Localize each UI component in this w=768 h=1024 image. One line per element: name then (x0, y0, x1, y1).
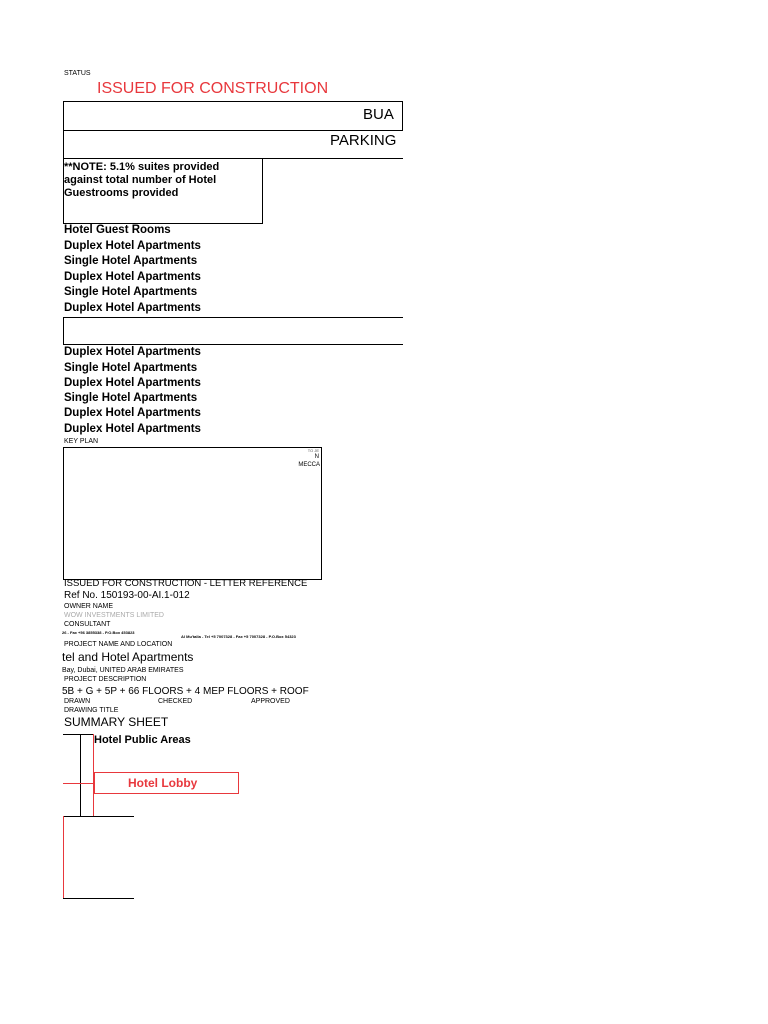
consultant-label: CONSULTANT (64, 621, 111, 628)
diagram-line (63, 734, 94, 735)
drawing-title-label: DRAWING TITLE (64, 707, 119, 714)
key-plan-box (63, 447, 322, 580)
map-mecca-label: MECCA (298, 462, 320, 468)
title-row-bua (63, 101, 403, 131)
consultant-contact-left: 26 - Fax +56 3855338 - P.O.Box 453823 (62, 630, 135, 635)
list-item: Duplex Hotel Apartments (64, 271, 201, 283)
owner-value: WOW INVESTMENTS LIMITED (64, 612, 164, 619)
diagram-line (63, 816, 134, 817)
project-location: Bay, Dubai, UNITED ARAB EMIRATES (62, 667, 184, 674)
list-item: Duplex Hotel Apartments (64, 407, 201, 419)
approved-label: APPROVED (251, 698, 290, 705)
title-bua: BUA (363, 106, 394, 123)
diagram-line (80, 734, 81, 816)
list-item: Duplex Hotel Apartments (64, 240, 201, 252)
list-item: Single Hotel Apartments (64, 286, 198, 298)
drawing-title-value: SUMMARY SHEET (64, 715, 169, 729)
description-label: PROJECT DESCRIPTION (64, 676, 147, 683)
title-row-parking (63, 130, 403, 159)
note-line-2: against total number of Hotel (64, 174, 217, 186)
drawn-label: DRAWN (64, 698, 91, 705)
title-parking: PARKING (330, 132, 397, 149)
ref-no: Ref No. 150193-00-AI.1-012 (64, 590, 190, 601)
list-item: Single Hotel Apartments (64, 392, 198, 404)
map-tiny-label: TO JE (307, 448, 319, 453)
owner-label: OWNER NAME (64, 603, 113, 610)
diagram-red-line (63, 783, 94, 784)
letter-ref-label: ISSUED FOR CONSTRUCTION - LETTER REFERENCE (64, 578, 308, 589)
list-item: Duplex Hotel Apartments (64, 377, 201, 389)
diagram-line (63, 898, 134, 899)
lobby-label: Hotel Lobby (128, 776, 198, 790)
list-item: Duplex Hotel Apartments (64, 423, 201, 435)
note-box (63, 158, 263, 224)
description-value: 5B + G + 5P + 66 FLOORS + 4 MEP FLOORS + ROOF (62, 686, 309, 697)
status-value: ISSUED FOR CONSTRUCTION (97, 80, 329, 97)
status-label: STATUS (64, 70, 91, 77)
list-item: Single Hotel Apartments (64, 255, 198, 267)
public-areas-label: Hotel Public Areas (94, 734, 191, 746)
map-north-label: N (314, 454, 319, 460)
note-line-1: **NOTE: 5.1% suites provided (64, 161, 220, 173)
key-plan-label: KEY PLAN (64, 438, 99, 445)
list-item: Duplex Hotel Apartments (64, 302, 201, 314)
project-name: tel and Hotel Apartments (62, 650, 194, 664)
diagram-red-line (63, 816, 64, 898)
lobby-box (94, 772, 239, 794)
list-item: Duplex Hotel Apartments (64, 346, 201, 358)
consultant-contact-right: Al Mu'talla - Tel +5 7007328 - Fax +5 7007328 - P.O.Box 54323 (181, 634, 296, 639)
list-item: Single Hotel Apartments (64, 362, 198, 374)
checked-label: CHECKED (158, 698, 193, 705)
separator-box (63, 317, 403, 345)
list-item: Hotel Guest Rooms (64, 224, 171, 236)
project-label: PROJECT NAME AND LOCATION (64, 641, 173, 648)
note-line-3: Guestrooms provided (64, 187, 179, 199)
